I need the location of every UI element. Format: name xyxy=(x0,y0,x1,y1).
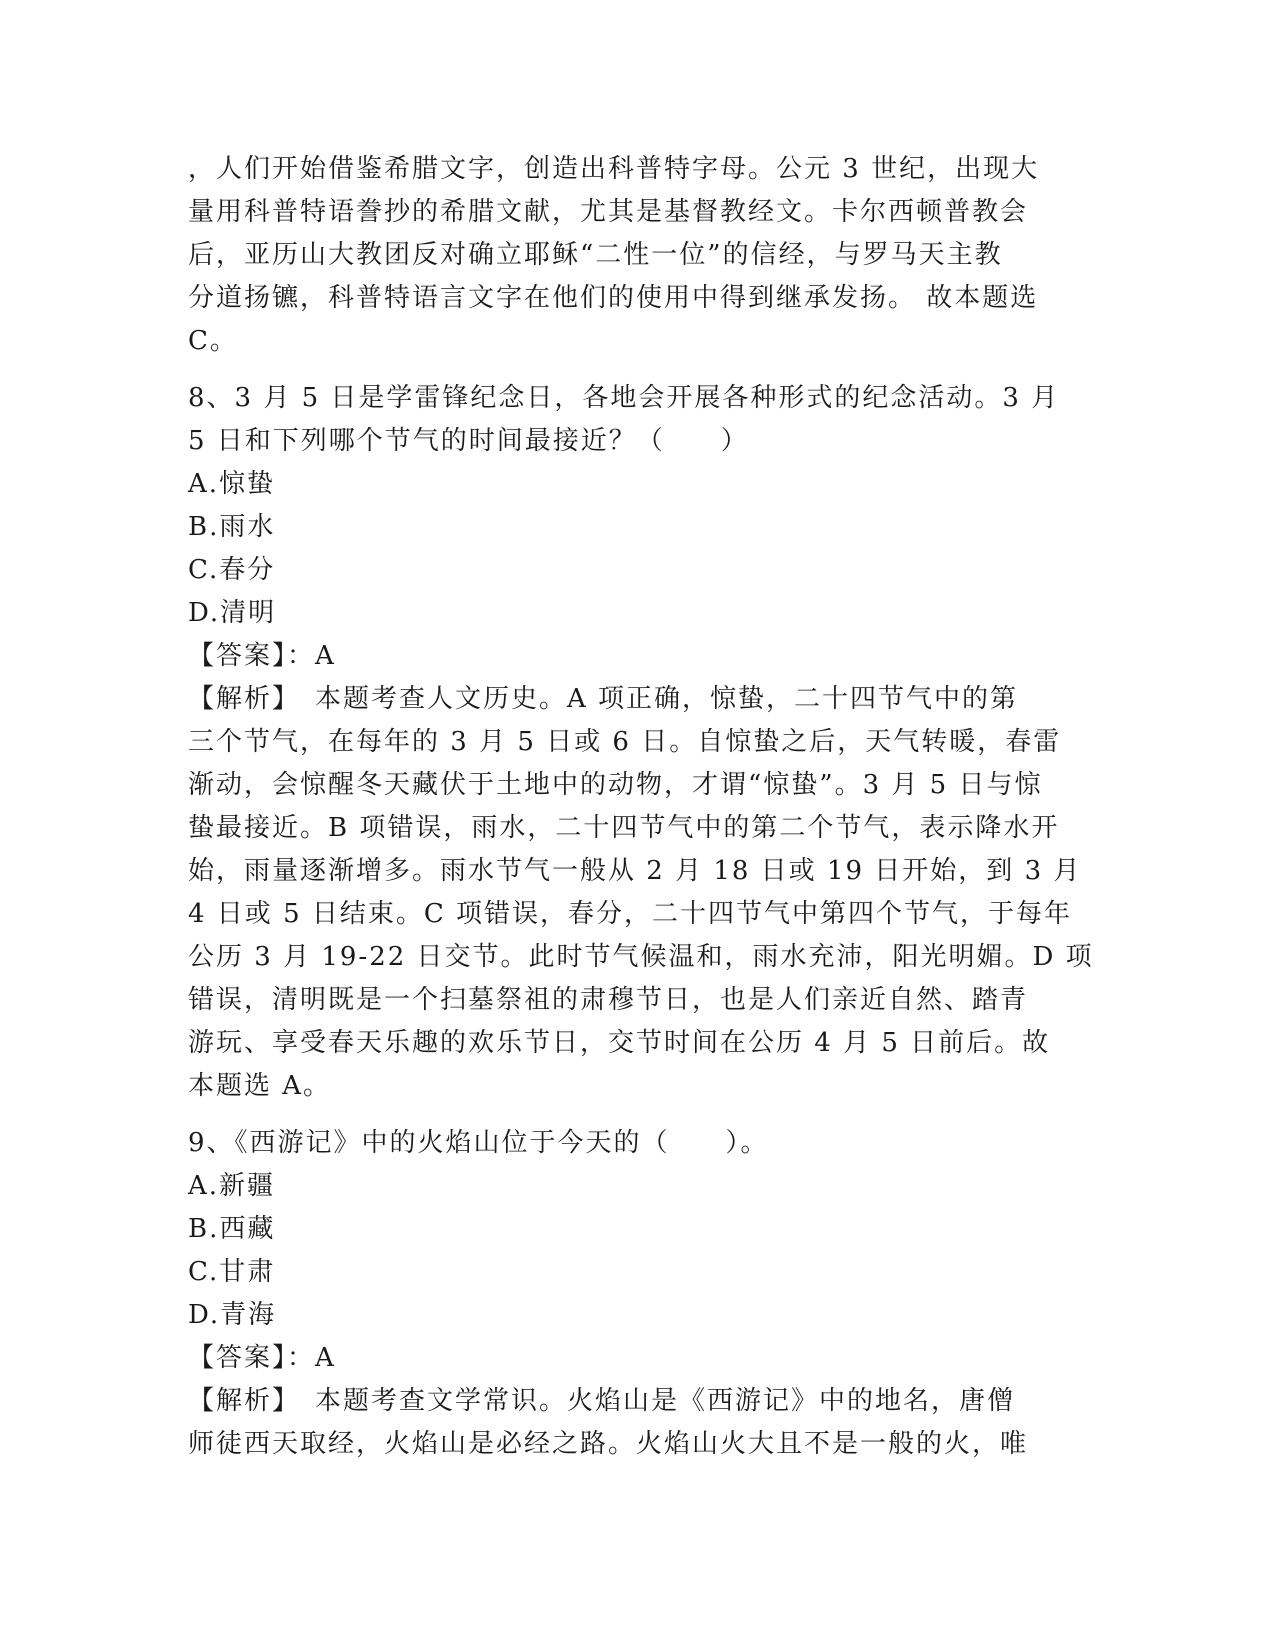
question-8 xyxy=(188,377,1094,1108)
question-8-option-b: B.雨水 xyxy=(188,512,276,542)
text-line: 分道扬镳，科普特语言文字在他们的使用中得到继承发扬。 故本题选 xyxy=(188,283,1039,313)
question-8-explanation-line: 【解析】 本题考查人文历史。A 项正确，惊蛰，二十四节气中的第 xyxy=(188,684,1019,714)
text-line: ，人们开始借鉴希腊文字，创造出科普特字母。公元 3 世纪，出现大 xyxy=(188,154,1040,184)
question-8-explanation-line: 渐动，会惊醒冬天藏伏于土地中的动物，才谓“惊蛰”。3 月 5 日与惊 xyxy=(188,770,1043,800)
question-8-explanation-line: 公历 3 月 19-22 日交节。此时节气候温和，雨水充沛，阳光明媚。D 项 xyxy=(188,942,1094,972)
question-8-explanation-line: 4 日或 5 日结束。C 项错误，春分，二十四节气中第四个节气，于每年 xyxy=(188,899,1073,929)
question-9-option-c: C.甘肃 xyxy=(188,1257,276,1287)
text-line: 量用科普特语誊抄的希腊文献，尤其是基督教经文。卡尔西顿普教会 xyxy=(188,197,1029,227)
question-9-explanation-line: 师徒西天取经，火焰山是必经之路。火焰山火大且不是一般的火，唯 xyxy=(188,1429,1029,1459)
text-line: 后，亚历山大教团反对确立耶稣“二性一位”的信经，与罗马天主教 xyxy=(188,240,1003,270)
question-8-explanation-line: 本题选 A。 xyxy=(188,1071,332,1101)
question-9-explanation-line: 【解析】 本题考查文学常识。火焰山是《西游记》中的地名，唐僧 xyxy=(188,1386,1016,1416)
question-8-option-a: A.惊蛰 xyxy=(188,469,276,499)
question-9-option-d: D.青海 xyxy=(188,1300,277,1330)
question-8-explanation-line: 蛰最接近。B 项错误，雨水，二十四节气中的第二个节气，表示降水开 xyxy=(188,813,1060,843)
question-8-explanation-line: 错误，清明既是一个扫墓祭祖的肃穆节日，也是人们亲近自然、踏青 xyxy=(188,985,1029,1015)
question-9 xyxy=(188,1122,1088,1466)
question-8-explanation-line: 游玩、享受春天乐趣的欢乐节日，交节时间在公历 4 月 5 日前后。故 xyxy=(188,1028,1051,1058)
question-9-option-a: A.新疆 xyxy=(188,1171,276,1201)
question-8-stem-line: 8、3 月 5 日是学雷锋纪念日，各地会开展各种形式的纪念活动。3 月 xyxy=(188,383,1060,413)
question-8-explanation-line: 始，雨量逐渐增多。雨水节气一般从 2 月 18 日或 19 日开始，到 3 月 xyxy=(188,856,1082,886)
question-8-stem-line: 5 日和下列哪个节气的时间最接近？（ ） xyxy=(188,426,749,456)
text-line: C。 xyxy=(188,326,238,356)
question-9-option-b: B.西藏 xyxy=(188,1214,276,1244)
question-8-option-d: D.清明 xyxy=(188,598,277,628)
previous-explanation-tail xyxy=(188,148,1088,363)
question-9-answer: 【答案】：A xyxy=(188,1343,336,1373)
question-8-answer: 【答案】：A xyxy=(188,641,336,671)
question-8-option-c: C.春分 xyxy=(188,555,276,585)
question-8-explanation-line: 三个节气，在每年的 3 月 5 日或 6 日。自惊蛰之后，天气转暖，春雷 xyxy=(188,727,1062,757)
document-content xyxy=(188,148,1094,1466)
question-9-stem-line: 9、《西游记》中的火焰山位于今天的（ ）。 xyxy=(188,1128,769,1158)
